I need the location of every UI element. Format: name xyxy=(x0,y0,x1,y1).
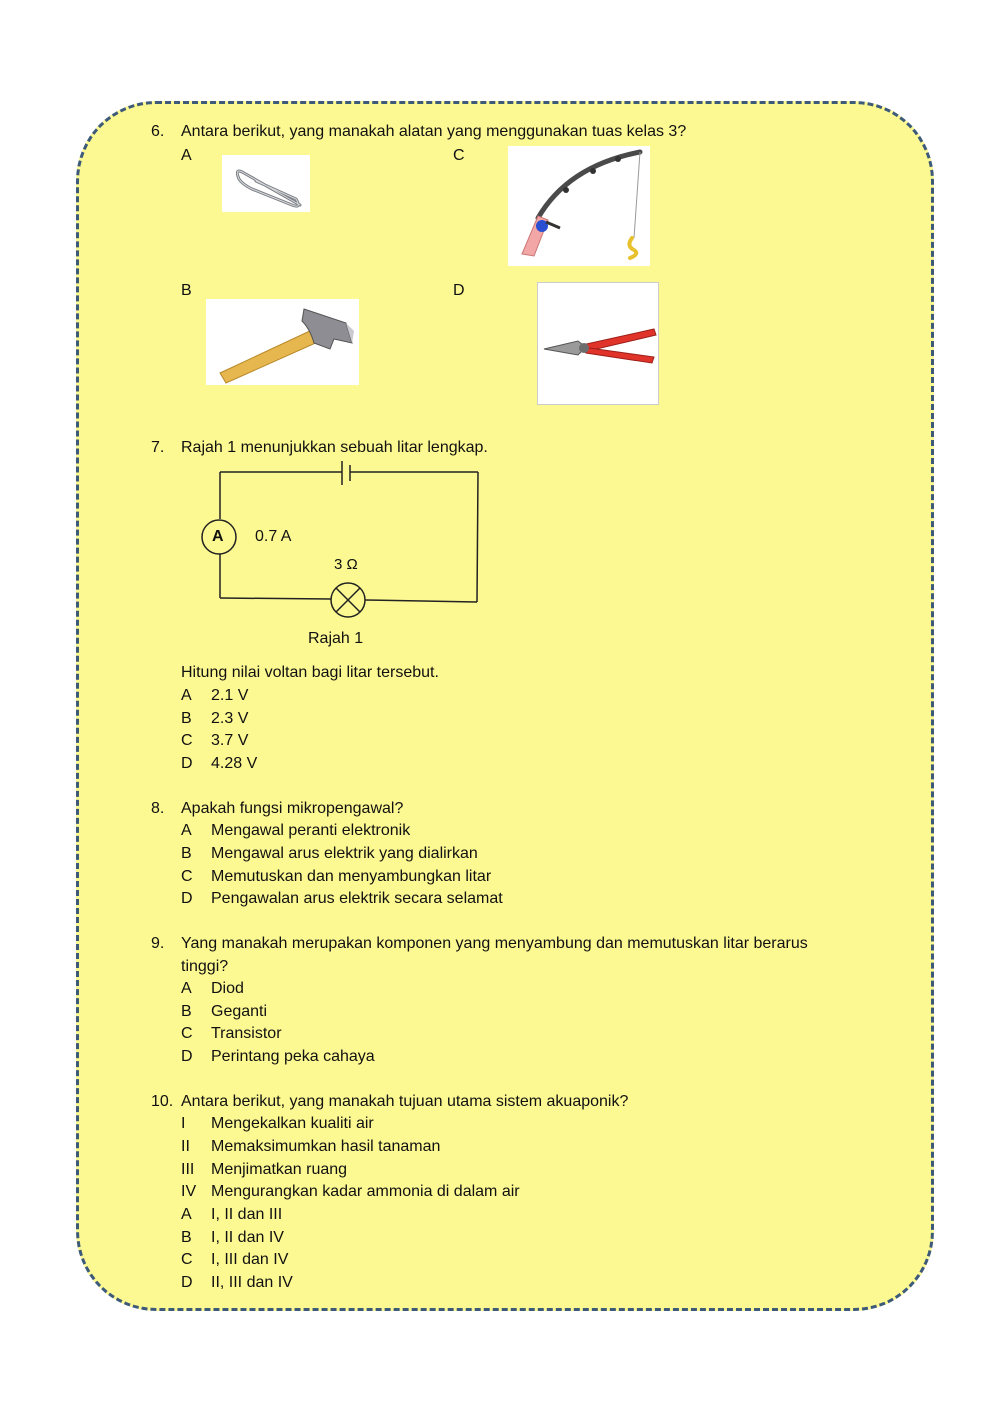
q7-option-letter: B xyxy=(181,710,192,727)
circuit-diagram xyxy=(190,455,500,655)
q7-option-text: 4.28 V xyxy=(211,755,258,772)
q9-option-letter: C xyxy=(181,1025,193,1042)
q9-option-text: Geganti xyxy=(211,1003,268,1020)
q6-number: 6. xyxy=(151,123,165,140)
q8-option-text: Mengawal peranti elektronik xyxy=(211,822,411,839)
q10-statement-number: I xyxy=(181,1115,186,1132)
q8-question: Apakah fungsi mikropengawal? xyxy=(181,800,404,817)
q10-option-letter: A xyxy=(181,1206,192,1223)
q9-option-letter: B xyxy=(181,1003,192,1020)
q10-option-letter: C xyxy=(181,1251,193,1268)
q10-number: 10. xyxy=(151,1093,174,1110)
q7-number: 7. xyxy=(151,439,165,456)
q10-option-letter: D xyxy=(181,1274,193,1291)
q7-question: Rajah 1 menunjukkan sebuah litar lengkap. xyxy=(181,439,488,456)
q7-option-text: 3.7 V xyxy=(211,732,249,749)
q10-question: Antara berikut, yang manakah tujuan utama sistem akuaponik? xyxy=(181,1093,629,1110)
q9-question-line2: tinggi? xyxy=(181,958,229,975)
q10-option-letter: B xyxy=(181,1229,192,1246)
q6-option-d-letter: D xyxy=(453,282,465,299)
q7-option-text: 2.3 V xyxy=(211,710,249,727)
q10-option-text: I, II dan IV xyxy=(211,1229,284,1246)
q9-question-line1: Yang manakah merupakan komponen yang menyambung dan memutuskan litar berarus xyxy=(181,935,808,952)
q10-option-text: I, III dan IV xyxy=(211,1251,289,1268)
q8-option-letter: D xyxy=(181,890,193,907)
q6-option-b-letter: B xyxy=(181,282,192,299)
q10-statement-text: Mengurangkan kadar ammonia di dalam air xyxy=(211,1183,520,1200)
q10-option-text: I, II dan III xyxy=(211,1206,283,1223)
hammer-icon xyxy=(206,299,359,385)
q8-number: 8. xyxy=(151,800,165,817)
resistance-label: 3 Ω xyxy=(334,556,358,573)
q9-option-text: Diod xyxy=(211,980,244,997)
q6-option-a-letter: A xyxy=(181,147,192,164)
paperclip-icon xyxy=(222,155,310,212)
q10-statement-number: III xyxy=(181,1161,195,1178)
ammeter-symbol: A xyxy=(212,528,224,545)
q9-option-letter: A xyxy=(181,980,192,997)
q10-statement-text: Memaksimumkan hasil tanaman xyxy=(211,1138,441,1155)
q9-option-text: Perintang peka cahaya xyxy=(211,1048,375,1065)
q6-option-c-letter: C xyxy=(453,147,465,164)
q6-question: Antara berikut, yang manakah alatan yang menggunakan tuas kelas 3? xyxy=(181,123,687,140)
fishing-rod-icon xyxy=(508,146,650,266)
q10-option-text: II, III dan IV xyxy=(211,1274,293,1291)
q7-subquestion: Hitung nilai voltan bagi litar tersebut. xyxy=(181,664,439,681)
worksheet-frame xyxy=(76,101,934,1311)
q10-statement-text: Menjimatkan ruang xyxy=(211,1161,348,1178)
pliers-icon xyxy=(537,282,659,405)
q8-option-text: Pengawalan arus elektrik secara selamat xyxy=(211,890,503,907)
diagram-caption: Rajah 1 xyxy=(308,630,364,647)
q8-option-letter: A xyxy=(181,822,192,839)
q8-option-letter: B xyxy=(181,845,192,862)
q10-statement-number: II xyxy=(181,1138,190,1155)
q8-option-letter: C xyxy=(181,868,193,885)
q9-number: 9. xyxy=(151,935,165,952)
q7-option-letter: A xyxy=(181,687,192,704)
q8-option-text: Mengawal arus elektrik yang dialirkan xyxy=(211,845,478,862)
q9-option-text: Transistor xyxy=(211,1025,282,1042)
current-label: 0.7 A xyxy=(255,528,292,545)
q8-option-text: Memutuskan dan menyambungkan litar xyxy=(211,868,492,885)
q10-statement-text: Mengekalkan kualiti air xyxy=(211,1115,374,1132)
q10-statement-number: IV xyxy=(181,1183,197,1200)
q9-option-letter: D xyxy=(181,1048,193,1065)
q7-option-letter: D xyxy=(181,755,193,772)
q7-option-text: 2.1 V xyxy=(211,687,249,704)
q7-option-letter: C xyxy=(181,732,193,749)
